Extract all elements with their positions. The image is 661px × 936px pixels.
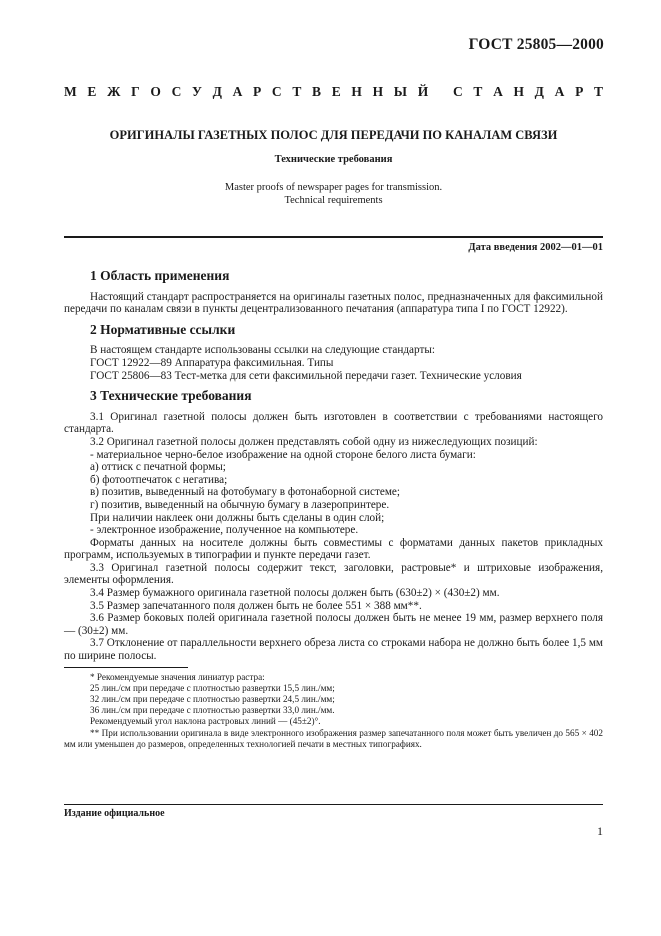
footnote-line: 25 лин./см при передаче с плотностью развертки 15,5 лин./мм;	[90, 682, 335, 693]
banner-letter: В	[312, 84, 322, 99]
english-title-line-2: Technical requirements	[284, 195, 383, 206]
banner-letter: Т	[473, 84, 483, 99]
banner-letter: М	[64, 84, 77, 99]
list-item: г) позитив, выведенный на обычную бумагу в лазеропринтере.	[90, 498, 390, 511]
footnote-line: 36 лин./см при передаче с плотностью развертки 33,0 лин./мм.	[90, 705, 335, 716]
banner-letter: Т	[593, 84, 603, 99]
clause-3-4: 3.4 Размер бумажного оригинала газетной полосы должен быть (630±2) × (430±2) мм.	[90, 587, 500, 600]
document-title: ОРИГИНАЛЫ ГАЗЕТНЫХ ПОЛОС ДЛЯ ПЕРЕДАЧИ ПО КАНАЛАМ СВЯЗИ	[109, 128, 558, 142]
footnote-1: * Рекомендуемые значения линиатур растра:	[90, 671, 265, 682]
banner-letter: У	[192, 84, 202, 99]
intro-date: Дата введения 2002—01—01	[468, 242, 603, 253]
banner-letter: А	[493, 84, 503, 99]
edition-divider	[64, 804, 603, 805]
banner-letter: С	[171, 84, 182, 99]
banner-letter: С	[452, 84, 463, 99]
list-item: в) позитив, выведенный на фотобумагу в фотонаборной системе;	[90, 486, 400, 499]
banner-letter: О	[150, 84, 161, 99]
banner-letter: С	[271, 84, 282, 99]
list-item: - электронное изображение, полученное на компьютере.	[90, 524, 359, 537]
official-edition-label: Издание официальное	[64, 808, 165, 819]
document-subtitle: Технические требования	[274, 154, 393, 165]
footnote-line: 32 лин./см при передаче с плотностью развертки 24,5 лин./мм;	[90, 694, 335, 705]
clause-3-5: 3.5 Размер запечатанного поля должен быть не более 551 × 388 мм**.	[90, 599, 422, 612]
page-number: 1	[597, 824, 603, 838]
clause-3-2: 3.2 Оригинал газетной полосы должен представлять собой одну из нижеследующих позиций:	[90, 435, 538, 448]
footnote-2: ** При использовании оригинала в виде электронного изображения размер запечатанного поля может быть увеличен до 565 × 402 мм или уменьшен до размеров, определенных технологией печати в местных типографиях.	[64, 727, 603, 749]
section-2-paragraph: В настоящем стандарте использованы ссылки на следующие стандарты:	[90, 344, 435, 357]
clause-3-1: 3.1 Оригинал газетной полосы должен быть изготовлен в соответствии с требованиями настоящего стандарта.	[64, 410, 603, 436]
banner-letter: Н	[372, 84, 384, 99]
banner-letter: Е	[331, 84, 341, 99]
list-item: - материальное черно-белое изображение на одной стороне белого листа бумаги:	[90, 448, 476, 461]
banner-letter: Р	[575, 84, 584, 99]
interstate-standard-banner	[64, 84, 603, 100]
clause-3-6: 3.6 Размер боковых полей оригинала газетной полосы должен быть не менее 19 мм, размер верхнего поля — (30±2) мм.	[64, 612, 603, 637]
banner-letter: Д	[534, 84, 544, 99]
banner-letter: А	[554, 84, 565, 99]
title-divider	[64, 236, 603, 238]
footnotes	[64, 672, 603, 750]
list-item: При наличии наклеек они должны быть сделаны в один слой;	[90, 511, 385, 524]
banner-letter: Ж	[107, 84, 121, 99]
english-title-line-1: Master proofs of newspaper pages for transmission.	[224, 182, 443, 193]
document-body	[64, 262, 603, 750]
footnote-line: Рекомендуемый угол наклона растровых линий — (45±2)°.	[90, 716, 321, 727]
english-title	[64, 181, 603, 207]
section-1-heading: 1 Область применения	[90, 268, 230, 283]
section-3-heading: 3 Технические требования	[90, 388, 252, 404]
banner-letter: Ы	[393, 84, 408, 99]
list-item: а) оттиск с печатной формы;	[90, 461, 226, 474]
banner-letter: А	[232, 84, 243, 99]
banner-letter: Д	[212, 84, 222, 99]
banner-letter: Н	[513, 84, 524, 99]
banner-letter: Т	[292, 84, 302, 99]
clause-3-3: 3.3 Оригинал газетной полосы содержит текст, заголовки, растровые* и штриховые изображения, элементы оформления.	[64, 561, 603, 587]
clause-3-7: 3.7 Отклонение от параллельности верхнего обреза листа со строками набора не должно быть более 1,5 мм по ширине полосы.	[64, 637, 603, 663]
footnote-divider	[64, 667, 188, 668]
data-formats-paragraph: Форматы данных на носителе должны быть совместимы с форматами данных пакетов прикладных программ, используемых в типографии и пункте передачи газет.	[64, 536, 603, 562]
reference-gost-25806: ГОСТ 25806—83 Тест-метка для сети факсимильной передачи газет. Технические условия	[90, 369, 522, 382]
section-1-paragraph: Настоящий стандарт распространяется на оригиналы газетных полос, предназначенных для факсимильной передачи по каналам связи в пункты децентрализованного печатания (аппаратура типа I по ГОСТ 12922).	[64, 290, 603, 316]
banner-letter: Й	[417, 84, 429, 99]
banner-letter: Г	[131, 84, 140, 99]
reference-gost-12922: ГОСТ 12922—89 Аппаратура факсимильная. Типы	[90, 356, 334, 369]
banner-letter: Р	[253, 84, 262, 99]
standard-code: ГОСТ 25805—2000	[468, 36, 604, 53]
banner-letter: Н	[351, 84, 362, 99]
banner-letter: Е	[87, 84, 97, 99]
banner-letter	[439, 84, 442, 100]
list-item: б) фотоотпечаток с негатива;	[90, 473, 228, 486]
section-2-heading: 2 Нормативные ссылки	[90, 321, 236, 337]
